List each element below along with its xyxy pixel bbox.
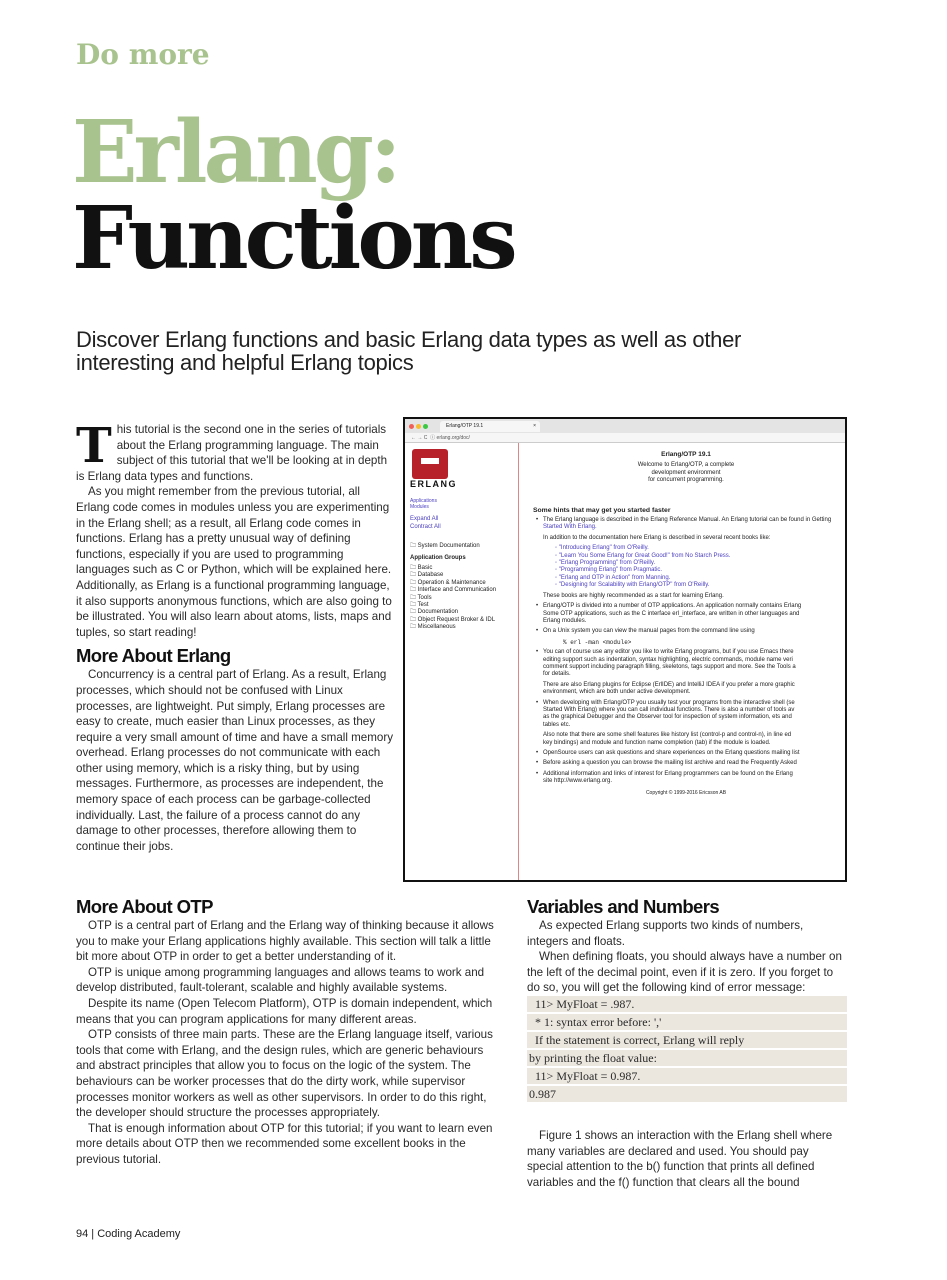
hint-bullet: • Before asking a question you can browse the mailing list archive and read the Frequently Asked [533, 760, 839, 767]
paragraph: When defining floats, you should always have a number on the left of the decimal point, even if it is zero. If you forget to do so, you will get the following kind of error message: [527, 950, 842, 995]
heading-more-about-otp: More About OTP [76, 896, 213, 917]
maximize-dot-icon [423, 424, 428, 429]
application-group-item: 🗀 Miscellaneous [410, 624, 456, 631]
link-applications: Applications [410, 498, 437, 505]
hint-bullet [533, 700, 839, 730]
minimize-dot-icon [416, 424, 421, 429]
application-group-item: 🗀 Basic [410, 565, 433, 572]
hint-text: Some OTP applications, such as the C interface erl_interface, are written in other languages and [543, 610, 800, 617]
link-expand-all: Expand All [410, 516, 439, 523]
book-link: ◦ "Erlang and OTP in Action" from Manning. [555, 574, 671, 581]
otp-column [76, 896, 501, 1168]
books-note: These books are highly recommended as a start for learning Erlang. [543, 592, 724, 599]
book-link: ◦ "Introducing Erlang" from O'Reilly. [555, 545, 649, 552]
url-text: ⓘ erlang.org/doc/ [430, 435, 470, 441]
paragraph: That is enough information about OTP for this tutorial; if you want to learn even more details about OTP then we recommended some excellent books in the previous tutorial. [76, 1121, 493, 1166]
doc-main [527, 443, 845, 880]
application-group-item: 🗀 Tools [410, 594, 432, 601]
nav-buttons: ← → C [411, 435, 428, 441]
hint-text: comment support including paragraph filling, skeletons, tags support and more. See the Tools a [543, 663, 796, 670]
erlang-logo-icon [412, 449, 448, 479]
hint-text: • The Erlang language is described in the Erlang Reference Manual. An Erlang tutorial can be found in Getting [543, 517, 832, 524]
hint-text: for details. [543, 671, 571, 678]
book-link: ◦ "Learn You Some Erlang for Great Good!" from No Starch Press. [555, 552, 731, 559]
book-link: ◦ "Erlang Programming" from O'Reilly. [555, 560, 656, 567]
section-kicker: Do more [76, 38, 210, 71]
hint-text: key bindings) and module and function name completion (tab) if the module is loaded. [543, 739, 771, 746]
title-line-1: Erlang: [72, 102, 398, 203]
hint-text: • Erlang/OTP is divided into a number of OTP applications. An application normally contains Erlang [543, 603, 802, 610]
application-group-item: 🗀 Test [410, 602, 429, 609]
hint-bullet: • On a Unix system you can view the manual pages from the command line using [533, 628, 839, 635]
paragraph: Concurrency is a central part of Erlang. As a result, Erlang processes, which should not be confused with Linux processes, are lightweight. Put simply, Erlang processes are easy to create, much easier than Linux processes, as they require a very small amount of time and have a small memory overhead. Erlang processes do not communicate with each other using memory, which is a risky thing, but by using messages. Furthermore, as processes are independent, the memory space of each process can be garbage-collected individually. Last, the failure of a process cannot do any damage to other processes, therefore allowing them to continue their jobs. [76, 668, 394, 853]
welcome-line: development environment [651, 469, 721, 476]
hint-link: Started With Erlang. [543, 524, 597, 531]
hint-bullet [533, 517, 839, 532]
paragraph: OTP consists of three main parts. These are the Erlang language itself, various tools that come with Erlang, and the design rules, which are generic behaviours and abstract principles that allow you to focus on the logic of the system. The behaviours can be worker processes that do the dirty work, while supervisor processes monitor workers as well as other supervisors. In order to do this right, the developer should structure the processes appropriately. [76, 1028, 493, 1120]
hints-heading: Some hints that may get you started faster [533, 506, 671, 514]
hint-text: site http://www.erlang.org. [543, 778, 613, 785]
heading-variables-and-numbers: Variables and Numbers [527, 896, 720, 917]
address-bar [405, 433, 845, 443]
hint-bullet [533, 771, 839, 786]
erlang-logo-text: ERLANG [410, 479, 457, 489]
paragraph: OTP is unique among programming languages and allows teams to work and develop distributed, fault-tolerant, scalable and highly available systems. [76, 965, 485, 995]
hint-text: editing support such as indentation, syntax highlighting, electric commands, module name veri [543, 656, 793, 663]
doc-sidebar [405, 443, 519, 880]
left-column [76, 418, 394, 854]
paragraph: OTP is a central part of Erlang and the Erlang way of thinking because it allows you to make your Erlang applications highly available. This section will talk a little bit more about OTP in order to get a better understanding of it. [76, 919, 494, 964]
heading-more-about-erlang: More About Erlang [76, 645, 231, 667]
hint-bullet [533, 649, 839, 679]
drop-cap: T [76, 418, 112, 474]
books-list [533, 545, 839, 589]
copyright: Copyright © 1999-2016 Ericsson AB [645, 789, 727, 796]
code-line: If the statement is correct, Erlang will reply [527, 1032, 847, 1048]
code-line: * 1: syntax error before: ',' [527, 1014, 847, 1030]
hint-text: environment, which are both under active development. [543, 689, 691, 696]
title-line-2: Functions [72, 188, 514, 289]
command-example: % erl -man <module> [563, 638, 632, 646]
welcome-line: for concurrent programming. [648, 477, 724, 484]
application-group-item: 🗀 Operation & Maintenance [410, 579, 486, 586]
shell-note [533, 732, 839, 747]
paragraph: Despite its name (Open Telecom Platform), OTP is domain independent, which means that you can program applications for many different areas. [76, 996, 493, 1026]
link-modules: Modules [410, 504, 429, 511]
book-link: ◦ "Designing for Scalability with Erlang/OTP" from O'Reilly. [555, 582, 710, 589]
close-dot-icon [409, 424, 414, 429]
subtitle: Discover Erlang functions and basic Erlang data types as well as other interesting and helpful Erlang topics [76, 327, 742, 375]
application-group-item: 🗀 Documentation [410, 609, 459, 616]
hint-text: Started With Erlang) where you can call individual functions. There is also a number of tools av [543, 706, 795, 713]
books-intro: In addition to the documentation here Erlang is described in several recent books like: [543, 534, 771, 541]
hint-text: There are also Erlang plugins for Eclipse (ErlIDE) and IntelliJ IDEA if you prefer a more graphic [543, 681, 795, 688]
hint-text: • When developing with Erlang/OTP you usually test your programs from the interactive shell (se [543, 699, 795, 706]
plugins-note [533, 682, 839, 697]
tab-title: Erlang/OTP 19.1 [446, 422, 484, 429]
application-group-item: 🗀 Database [410, 572, 444, 579]
paragraph: Figure 1 shows an interaction with the Erlang shell where many variables are declared and used. You should pay special attention to the b() function that prints all defined variables and the f() function that clears all the bound [527, 1128, 833, 1189]
paragraph: his tutorial is the second one in the series of tutorials about the Erlang programming language. The main subject of this tutorial that we'll be looking at in depth is Erlang data types and functions. [76, 423, 388, 483]
hint-text: as the graphical Debugger and the Observer tool for inspection of system information, ets and [543, 714, 792, 721]
paragraph: As expected Erlang supports two kinds of numbers, integers and floats. [527, 919, 804, 948]
hint-bullet [533, 603, 839, 625]
hint-text: • You can of course use any editor you like to write Erlang programs, but if you use Emacs there [543, 649, 794, 656]
welcome-line: Welcome to Erlang/OTP, a complete [637, 462, 735, 469]
hint-text: Erlang modules. [543, 617, 587, 624]
code-line: 11> MyFloat = .987. [527, 996, 847, 1012]
code-line: by printing the float value: [527, 1050, 847, 1066]
browser-tab [440, 421, 540, 432]
link-contract-all: Contract All [410, 523, 441, 530]
application-group-item: 🗀 Interface and Communication [410, 587, 497, 594]
tab-close-icon: × [533, 422, 536, 429]
application-groups-heading: Application Groups [410, 554, 466, 561]
hint-bullet: • OpenSource users can ask questions and share experiences on the Erlang questions mailing list [533, 750, 839, 757]
paragraph: As you might remember from the previous tutorial, all Erlang code comes in modules unless you are experimenting in the Erlang shell; as a result, all Erlang code comes in functions. Erlang has a pretty unusual way of defining functions, especially if you are used to programming languages such as C or Python, which will be explained here. Additionally, as Erlang is a functional programming language, it also supports anonymous functions, which are also going to be illustrated. You will also learn about atoms, lists, maps and tuples, so start reading! [76, 485, 392, 639]
browser-screenshot [403, 417, 847, 882]
book-link: ◦ "Programming Erlang" from Pragmatic. [555, 567, 663, 574]
doc-title: Erlang/OTP 19.1 [661, 451, 711, 458]
browser-tab-bar [405, 419, 845, 433]
application-group-item: 🗀 Object Request Broker & IDL [410, 616, 496, 623]
hint-text: tables etc. [543, 721, 571, 728]
hint-text: • Additional information and links of interest for Erlang programmers can be found on the Erlang [543, 770, 793, 777]
page-footer: 94 | Coding Academy [76, 1228, 181, 1240]
code-line: 11> MyFloat = 0.987. [527, 1068, 847, 1084]
variables-column [527, 896, 847, 1190]
hint-text: Also note that there are some shell features like history list (control-p and control-n), in line ed [543, 732, 792, 739]
application-groups-list [410, 565, 513, 632]
code-line: 0.987 [527, 1086, 847, 1102]
system-documentation: 🗀 System Documentation [410, 543, 480, 550]
